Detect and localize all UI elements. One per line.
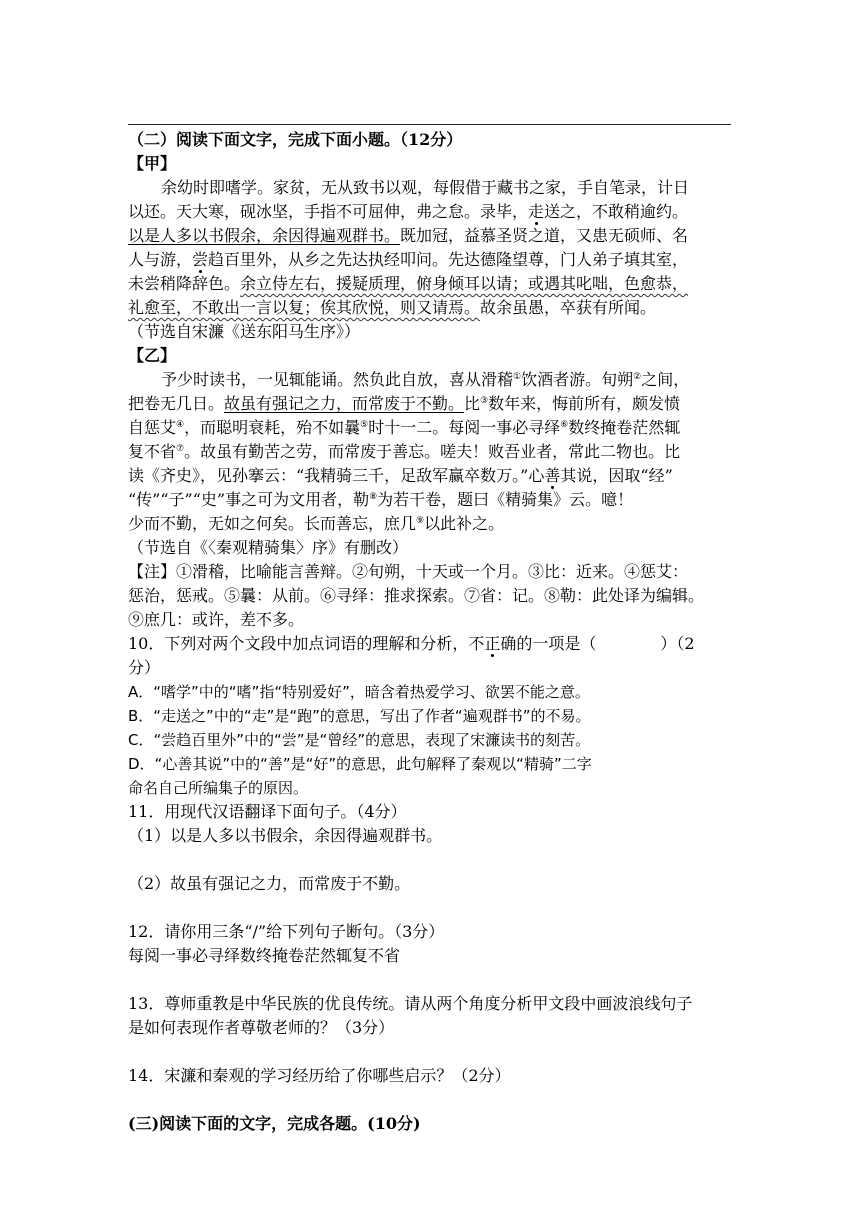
section2-title: （二）阅读下面文字，完成下面小题。（12分） — [128, 130, 463, 149]
yi-line: 予少时读书，一见辄能诵。然负此自放，喜从滑稽①饮酒者游。旬朔②之间， — [161, 370, 690, 389]
notes-line: 【注】①滑稽，比喻能言善辩。②旬朔，十天或一个月。③比：近来。④惩艾： — [128, 562, 689, 581]
q10-stem-cont: 分） — [128, 658, 161, 677]
yi-line: 把卷无几日。故虽有强记之力，而常废于不勤。比③数年来，悔前所有，颇发愤 — [128, 394, 681, 413]
footnote-marker: ⑨ — [416, 516, 425, 526]
jia-label: 【甲】 — [128, 154, 177, 173]
q10-option-a[interactable]: A．“嗜学”中的“嗜”指“特别爱好”，暗含着热爱学习、欲罢不能之意。 — [128, 683, 590, 701]
q13-stem-cont: 是如何表现作者尊敬老师的？（3分） — [128, 1018, 395, 1037]
header-rule — [128, 124, 731, 125]
q12-stem: 12．请你用三条“/”给下列句子断句。（3分） — [128, 922, 445, 941]
jia-line: 礼愈至，不敢出一言以复；俟其欣悦，则又请焉。故余虽愚，卒获有所闻。 — [128, 298, 657, 317]
wavy-sentence: 礼愈至，不敢出一言以复；俟其欣悦，则又请焉。 — [128, 298, 481, 317]
jia-source: （节选自宋濂《送东阳马生序》） — [128, 322, 361, 341]
notes — [128, 560, 738, 632]
q10-stem: 10．下列对两个文段中加点词语的理解和分析，不正确的一项是（ ）（2 — [128, 634, 695, 653]
yi-line: “传”“子”“史”事之可为文用者，勒⑧为若干卷，题曰《精骑集》云。噫！ — [128, 490, 634, 509]
yi-line: 少而不勤，无如之何矣。长而善忘，庶几⑨以此补之。 — [128, 514, 505, 533]
dotted-word: 不正确 — [468, 634, 517, 653]
dotted-word: 善 — [544, 466, 561, 485]
q11-sentence-2: （2）故虽有强记之力，而常废于不勤。 — [128, 874, 411, 893]
footnote-marker: ③ — [480, 396, 489, 406]
passage-yi — [128, 368, 738, 560]
notes-line: ⑨庶几：或许，差不多。 — [128, 610, 305, 629]
q10-option-c[interactable]: C．“尝趋百里外”中的“尝”是“曾经”的意思，表现了宋濂读书的刻苦。 — [128, 731, 591, 749]
q13-stem: 13．尊师重教是中华民族的优良传统。请从两个角度分析甲文段中画波浪线句子 — [128, 994, 693, 1013]
answer-space[interactable] — [128, 848, 738, 872]
question-10 — [128, 632, 738, 800]
wavy-sentence: 余立侍左右，援疑质理，俯身倾耳以请；或遇其叱咄，色愈恭， — [240, 274, 689, 293]
jia-line: 未尝稍降辞色。余立侍左右，援疑质理，俯身倾耳以请；或遇其叱咄，色愈恭， — [128, 274, 689, 293]
dotted-word: 走 — [528, 202, 545, 221]
footnote-marker: ④ — [176, 420, 185, 430]
footnote-marker: ⑧ — [369, 492, 378, 502]
question-11 — [128, 800, 738, 920]
answer-space[interactable] — [128, 968, 738, 992]
passage-jia — [128, 176, 738, 344]
q11-sentence-1: （1）以是人多以书假余，余因得遍观群书。 — [128, 826, 443, 845]
jia-line: 以是人多以书假余，余因得遍观群书。既加冠，益慕圣贤之道，又患无硕师、名 — [128, 226, 689, 245]
footnote-marker: ② — [633, 372, 642, 382]
yi-label: 【乙】 — [128, 346, 177, 365]
footnote-marker: ⑥ — [560, 420, 569, 430]
underlined-sentence: 以是人多以书假余，余因得遍观群书。 — [128, 226, 401, 245]
q14-stem: 14．宋濂和秦观的学习经历给了你哪些启示？（2分） — [128, 1066, 511, 1085]
jia-line: 以还。天大寒，砚冰坚，手指不可屈伸，弗之怠。录毕，走送之，不敢稍逾约。 — [128, 202, 689, 221]
answer-space[interactable] — [128, 1088, 738, 1112]
q11-stem: 11．用现代汉语翻译下面句子。（4分） — [128, 802, 407, 821]
question-13 — [128, 992, 738, 1064]
answer-space[interactable] — [128, 896, 738, 920]
footnote-marker: ⑤ — [360, 420, 369, 430]
dotted-word: 尝 — [192, 250, 209, 269]
section3-title: (三)阅读下面的文字，完成各题。(10分) — [128, 1114, 421, 1133]
yi-line: 读《齐史》，见孙搴云：“我精骑三千，足敌军赢卒数万。”心善其说，因取“经” — [128, 466, 673, 485]
yi-line: 自惩艾④，而聪明衰耗，殆不如曩⑤时十一二。每阅一事必寻绎⑥数终掩卷茫然辄 — [128, 418, 681, 437]
q12-text: 每阅一事必寻绎数终掩卷茫然辄复不省 — [128, 946, 401, 965]
notes-line: 惩治，惩戒。⑤曩：从前。⑥寻绎：推求探索。⑦省：记。⑧勒：此处译为编辑。 — [128, 586, 705, 605]
q10-option-d[interactable]: D．“心善其说”中的“善”是“好”的意思，此句解释了秦观以“精骑”二字 — [128, 755, 592, 773]
question-14 — [128, 1064, 738, 1112]
q10-option-b[interactable]: B．“走送之”中的“走”是“跑”的意思，写出了作者“遍观群书”的不易。 — [128, 707, 591, 725]
footnote-marker: ① — [513, 372, 522, 382]
answer-space[interactable] — [128, 1040, 738, 1064]
question-12 — [128, 920, 738, 992]
footnote-marker: ⑦ — [176, 444, 185, 454]
q10-option-d-cont: 命名自己所编集子的原因。 — [128, 779, 309, 797]
exam-content — [128, 128, 738, 1136]
jia-line: 余幼时即嗜学。家贫，无从致书以观，每假借于藏书之家，手自笔录，计日 — [161, 178, 690, 197]
jia-line: 人与游，尝趋百里外，从乡之先达执经叩问。先达德隆望尊，门人弟子填其室， — [128, 250, 689, 269]
underlined-sentence: 故虽有强记之力，而常废于不勤。 — [224, 394, 465, 413]
yi-line: 复不省⑦。故虽有勤苦之劳，而常废于善忘。嗟夫！败吾业者，常此二物也。比 — [128, 442, 681, 461]
yi-source: （节选自《〈秦观精骑集〉序》有删改） — [128, 538, 409, 557]
